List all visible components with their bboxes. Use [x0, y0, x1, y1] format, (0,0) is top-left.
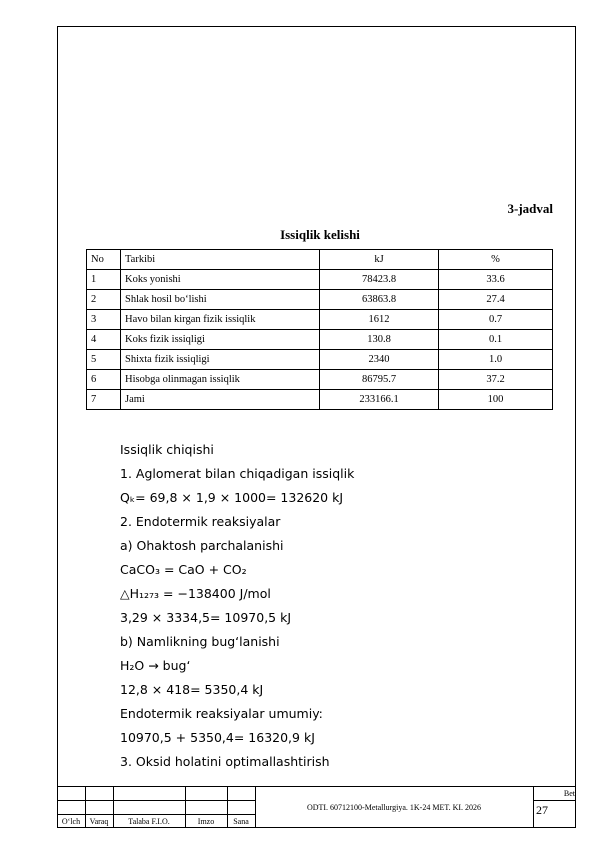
- table-row: [87, 350, 553, 370]
- title-block-label: Imzo: [197, 817, 215, 826]
- table-cell: 233166.1: [320, 390, 439, 410]
- title-block-line: [533, 800, 576, 801]
- table-cell: 0.7: [439, 310, 553, 330]
- table-cell: 7: [87, 390, 121, 410]
- title-block-line: [255, 786, 256, 828]
- text-line: a) Ohaktosh parchalanishi: [120, 538, 284, 553]
- title-block-line: [57, 800, 255, 801]
- document-code: ODTI. 60712100-Metallurgiya. 1K-24 MET. KI. 2026: [306, 802, 482, 812]
- table-cell: 1612: [320, 310, 439, 330]
- title-block-line: [57, 814, 255, 815]
- table-row: [87, 330, 553, 350]
- text-line: Endotermik reaksiyalar umumiy:: [120, 706, 323, 721]
- table-cell: No: [87, 250, 121, 270]
- table-cell: 33.6: [439, 270, 553, 290]
- table-cell: 1: [87, 270, 121, 290]
- table-cell: 5: [87, 350, 121, 370]
- title-block-line: [533, 786, 534, 828]
- table-cell: Shixta fizik issiqligi: [121, 350, 320, 370]
- text-line: 3,29 × 3334,5= 10970,5 kJ: [120, 610, 292, 625]
- title-block-label: Varaq: [89, 817, 109, 826]
- table-cell: Hisobga olinmagan issiqlik: [121, 370, 320, 390]
- text-line: 12,8 × 418= 5350,4 kJ: [120, 682, 264, 697]
- table-row: [87, 270, 553, 290]
- table-cell: 37.2: [439, 370, 553, 390]
- text-line: 10970,5 + 5350,4= 16320,9 kJ: [120, 730, 315, 745]
- text-line: Issiqlik chiqishi: [120, 442, 214, 457]
- table-cell: 100: [439, 390, 553, 410]
- table-title: Issiqlik kelishi: [280, 227, 360, 242]
- table-cell: 86795.7: [320, 370, 439, 390]
- table-cell: Tarkibi: [121, 250, 320, 270]
- title-block-line: [57, 786, 576, 787]
- table-row: [87, 310, 553, 330]
- table-cell: Jami: [121, 390, 320, 410]
- table-cell: 63863.8: [320, 290, 439, 310]
- table-cell: kJ: [320, 250, 439, 270]
- table-cell: 2: [87, 290, 121, 310]
- table-cell: 0.1: [439, 330, 553, 350]
- table-cell: 3: [87, 310, 121, 330]
- heat-input-table: [86, 249, 553, 410]
- text-line: CaCO₃ = CaO + CO₂: [120, 562, 247, 577]
- bet-label: Bet: [563, 789, 575, 798]
- table-cell: 78423.8: [320, 270, 439, 290]
- table-cell: Koks yonishi: [121, 270, 320, 290]
- table-cell: 130.8: [320, 330, 439, 350]
- table-cell: 2340: [320, 350, 439, 370]
- page-number: 27: [536, 803, 548, 817]
- body-text: [120, 438, 354, 774]
- text-line: Qₖ= 69,8 × 1,9 × 1000= 132620 kJ: [120, 490, 344, 505]
- table-cell: 4: [87, 330, 121, 350]
- table-header-row: [87, 250, 553, 270]
- table-row: [87, 390, 553, 410]
- text-line: △H₁₂₇₃ = −138400 J/mol: [120, 586, 271, 601]
- table-number: 3-jadval: [507, 201, 553, 216]
- table-row: [87, 370, 553, 390]
- table-cell: 1.0: [439, 350, 553, 370]
- text-line: 2. Endotermik reaksiyalar: [120, 514, 281, 529]
- table-cell: 6: [87, 370, 121, 390]
- text-line: 3. Oksid holatini optimallashtirish: [120, 754, 330, 769]
- table-cell: Koks fizik issiqligi: [121, 330, 320, 350]
- title-block-label: Sana: [233, 817, 249, 826]
- table-cell: Havo bilan kirgan fizik issiqlik: [121, 310, 320, 330]
- text-line: b) Namlikning bug‘lanishi: [120, 634, 280, 649]
- title-block-label: Talaba F.I.O.: [128, 817, 170, 826]
- title-block-label: O‘lch: [61, 817, 81, 826]
- table-row: [87, 290, 553, 310]
- table-cell: Shlak hosil bo‘lishi: [121, 290, 320, 310]
- table-cell: %: [439, 250, 553, 270]
- text-line: H₂O → bug‘: [120, 658, 191, 673]
- table-cell: 27.4: [439, 290, 553, 310]
- text-line: 1. Aglomerat bilan chiqadigan issiqlik: [120, 466, 355, 481]
